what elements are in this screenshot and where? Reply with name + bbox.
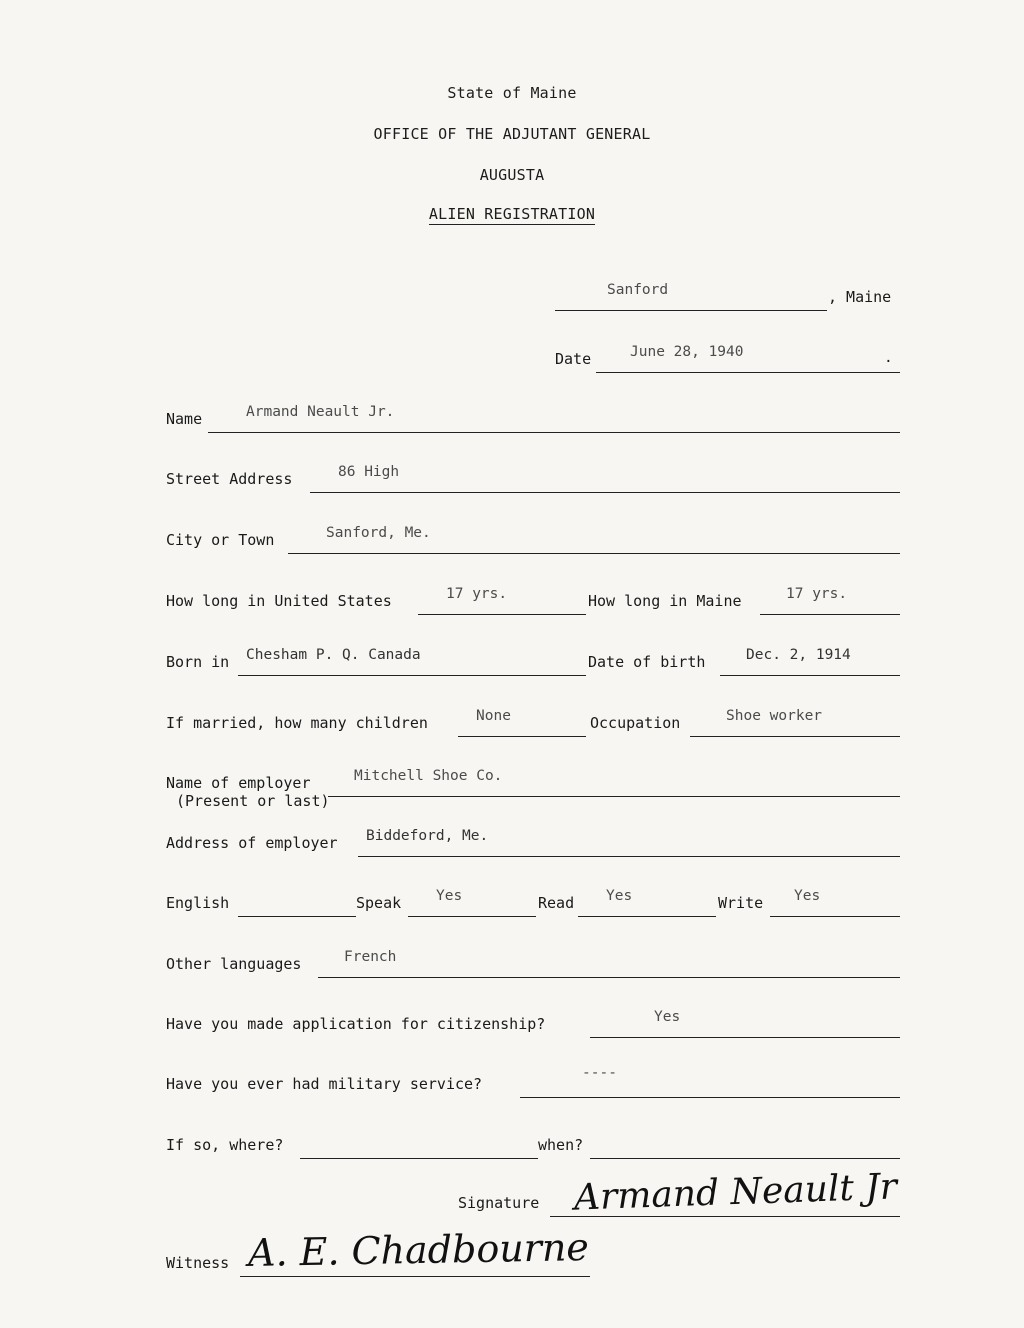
date-field: [596, 344, 900, 373]
write-label: Write: [718, 894, 764, 912]
occupation-value: Shoe worker: [726, 708, 823, 724]
dob-value: Dec. 2, 1914: [746, 647, 851, 663]
street-row: [0, 464, 1024, 496]
languages-label: Other languages: [166, 955, 302, 973]
read-field: [578, 888, 716, 917]
born-in-value: Chesham P. Q. Canada: [246, 647, 421, 663]
town-row: [0, 282, 1024, 314]
residency-row: [0, 586, 1024, 618]
state-suffix: , Maine: [828, 288, 892, 306]
write-value: Yes: [794, 888, 821, 904]
how-long-maine-value: 17 yrs.: [786, 586, 848, 602]
name-row: [0, 404, 1024, 436]
employer-field: [328, 768, 900, 797]
citizenship-label: Have you made application for citizenship?: [166, 1015, 546, 1033]
dob-field: [720, 647, 900, 676]
how-long-us-label: How long in United States: [166, 592, 392, 610]
name-value: Armand Neault Jr.: [246, 404, 395, 420]
citizenship-value: Yes: [654, 1009, 681, 1025]
read-value: Yes: [606, 888, 633, 904]
date-label: Date: [555, 350, 592, 368]
dob-label: Date of birth: [588, 653, 706, 671]
military-row: [0, 1065, 1024, 1101]
street-label: Street Address: [166, 470, 293, 488]
languages-value: French: [344, 949, 397, 965]
languages-field: [318, 949, 900, 978]
employer-address-row: [0, 828, 1024, 860]
street-value: 86 High: [338, 464, 400, 480]
signature-handwriting: Armand Neault Jr: [573, 1166, 898, 1219]
name-label: Name: [166, 410, 203, 428]
employer-row: [0, 768, 1024, 810]
birth-row: [0, 647, 1024, 679]
citizenship-row: [0, 1009, 1024, 1041]
employer-label: Name of employer: [166, 774, 311, 792]
employer-address-value: Biddeford, Me.: [366, 828, 489, 844]
employer-value: Mitchell Shoe Co.: [354, 768, 503, 784]
date-end: .: [884, 350, 893, 366]
witness-row: [0, 1225, 1024, 1280]
how-long-maine-label: How long in Maine: [588, 592, 742, 610]
military-value: ----: [582, 1065, 617, 1081]
born-in-field: [238, 647, 586, 676]
how-long-us-field: [418, 586, 586, 615]
date-value: June 28, 1940: [630, 344, 744, 360]
speak-label: Speak: [356, 894, 402, 912]
city-row: [0, 525, 1024, 557]
witness-label: Witness: [166, 1254, 230, 1272]
state-heading: State of Maine: [447, 84, 577, 102]
signature-row: [0, 1166, 1024, 1220]
city-field: [288, 525, 900, 554]
occupation-field: [690, 708, 900, 737]
children-label: If married, how many children: [166, 714, 428, 732]
children-value: None: [476, 708, 511, 724]
town-value: Sanford: [607, 282, 669, 298]
service-details-row: [0, 1136, 1024, 1162]
form-title: [0, 205, 1024, 223]
where-field: [300, 1136, 538, 1159]
form-title-text: ALIEN REGISTRATION: [428, 205, 596, 223]
languages-row: [0, 949, 1024, 981]
how-long-maine-field: [760, 586, 900, 615]
english-row: [0, 888, 1024, 920]
write-field: [770, 888, 900, 917]
street-field: [310, 464, 900, 493]
witness-handwriting: A. E. Chadbourne: [247, 1225, 590, 1275]
office-heading: OFFICE OF THE ADJUTANT GENERAL: [373, 125, 651, 143]
speak-field: [408, 888, 536, 917]
military-label: Have you ever had military service?: [166, 1075, 483, 1093]
city-heading: AUGUSTA: [479, 166, 545, 184]
family-row: [0, 708, 1024, 740]
how-long-us-value: 17 yrs.: [446, 586, 508, 602]
english-label: English: [166, 894, 230, 912]
signature-label: Signature: [458, 1194, 540, 1212]
employer-sublabel: (Present or last): [176, 792, 330, 810]
read-label: Read: [538, 894, 575, 912]
town-field: [555, 282, 827, 311]
citizenship-field: [590, 1009, 900, 1038]
speak-value: Yes: [436, 888, 463, 904]
when-label: when?: [538, 1136, 584, 1154]
when-field: [590, 1136, 900, 1159]
city-label: City or Town: [166, 531, 275, 549]
english-field: [238, 894, 356, 917]
employer-address-field: [358, 828, 900, 857]
children-field: [458, 708, 586, 737]
where-label: If so, where?: [166, 1136, 284, 1154]
occupation-label: Occupation: [590, 714, 681, 732]
military-field: [520, 1065, 900, 1098]
born-in-label: Born in: [166, 653, 230, 671]
name-field: [208, 404, 900, 433]
city-value: Sanford, Me.: [326, 525, 431, 541]
employer-address-label: Address of employer: [166, 834, 338, 852]
date-row: [0, 344, 1024, 376]
